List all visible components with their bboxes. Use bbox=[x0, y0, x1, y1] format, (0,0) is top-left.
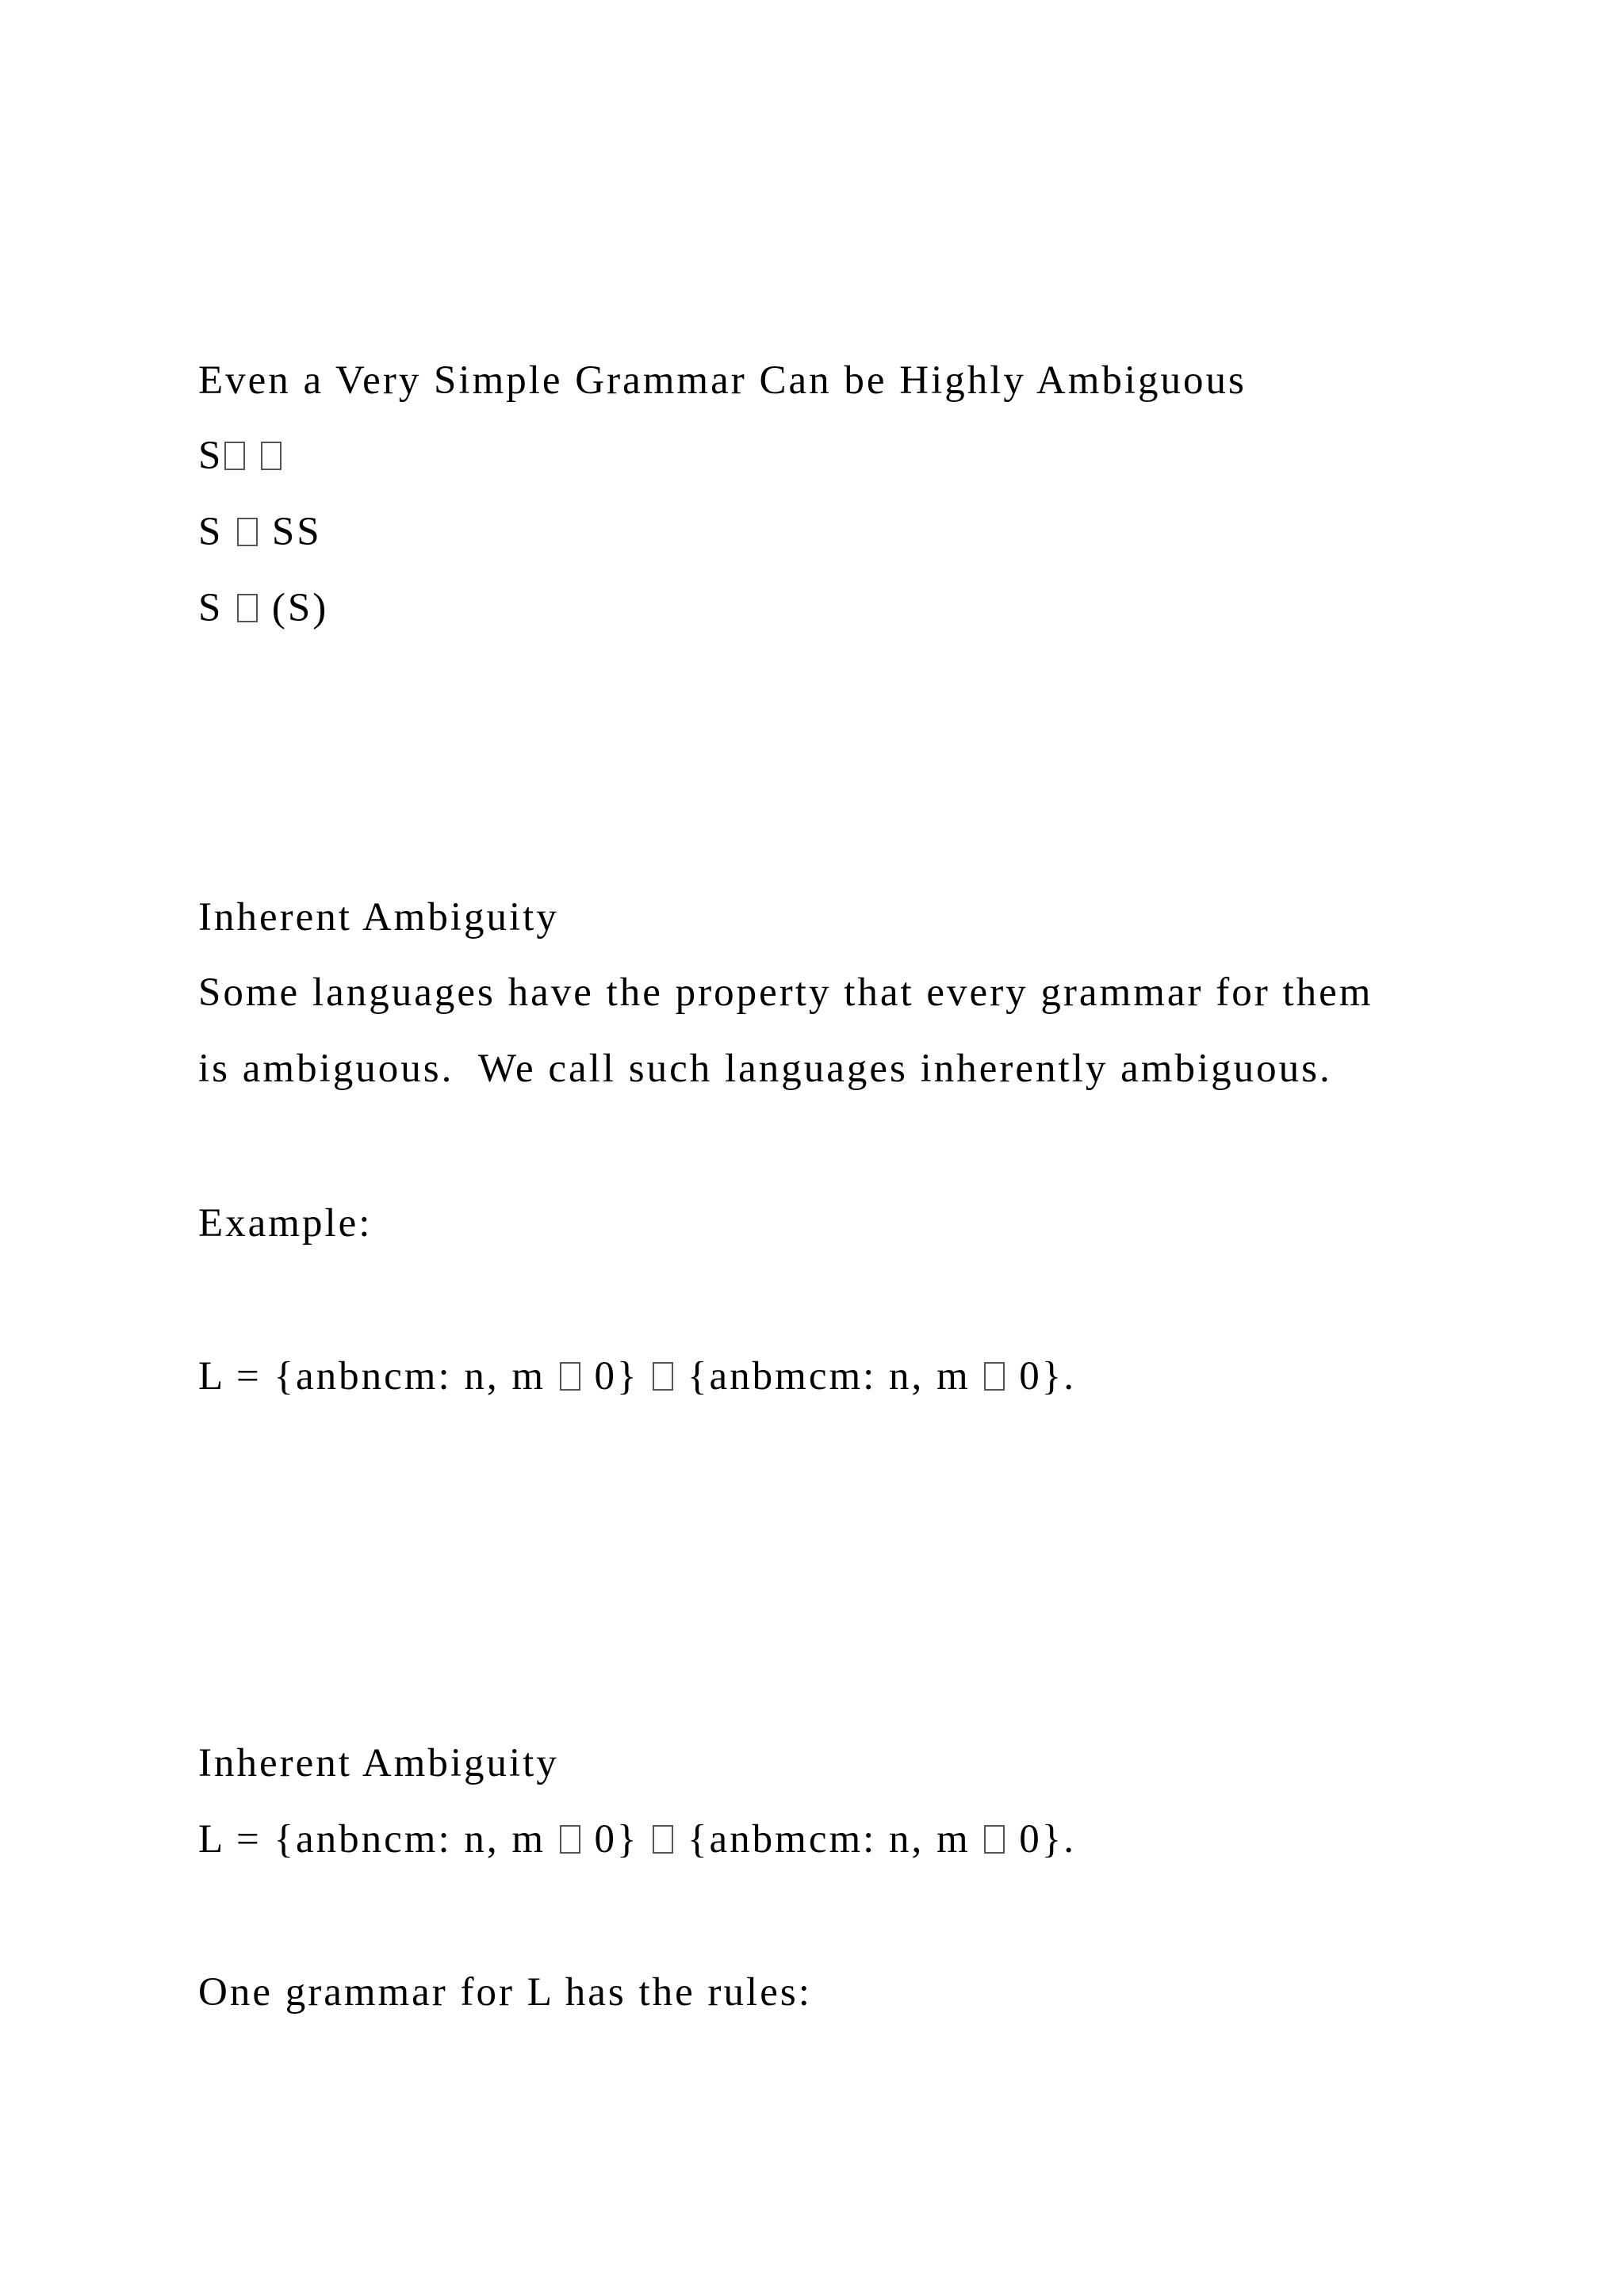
arrow-glyph-icon bbox=[237, 594, 258, 622]
geq-glyph-icon bbox=[560, 1362, 580, 1391]
union-glyph-icon bbox=[653, 1825, 673, 1854]
grammar-rule-concat bbox=[198, 508, 322, 556]
section-heading-ambiguous-grammar: Even a Very Simple Grammar Can be Highly Ambiguous bbox=[198, 358, 1247, 403]
rule-rhs: SS bbox=[271, 510, 322, 554]
arrow-glyph-icon bbox=[237, 518, 258, 546]
rule-lhs: S bbox=[198, 434, 224, 478]
language-bound1: 0} bbox=[594, 1817, 639, 1862]
grammar-rule-paren bbox=[198, 584, 328, 632]
language-bound1: 0} bbox=[594, 1354, 639, 1399]
rule-lhs: S bbox=[198, 510, 224, 554]
section-heading-inherent-ambiguity: Inherent Ambiguity bbox=[198, 1741, 559, 1785]
language-set2: {anbmcm: n, m bbox=[688, 1817, 971, 1862]
language-definition bbox=[198, 1353, 1076, 1400]
example-label: Example: bbox=[198, 1201, 373, 1246]
grammar-rule-epsilon bbox=[198, 432, 283, 480]
geq-glyph-icon bbox=[560, 1825, 580, 1854]
epsilon-glyph-icon bbox=[261, 442, 282, 470]
language-definition bbox=[198, 1816, 1076, 1863]
language-set1: L = {anbncm: n, m bbox=[198, 1354, 546, 1399]
rule-lhs: S bbox=[198, 586, 224, 630]
geq-glyph-icon bbox=[984, 1362, 1005, 1391]
language-set1: L = {anbncm: n, m bbox=[198, 1817, 546, 1862]
language-bound2: 0}. bbox=[1019, 1817, 1076, 1862]
grammar-intro: One grammar for L has the rules: bbox=[198, 1970, 812, 2015]
paragraph-line: is ambiguous. We call such languages inherently ambiguous. bbox=[198, 1047, 1332, 1091]
paragraph-line: Some languages have the property that every grammar for them bbox=[198, 970, 1373, 1015]
language-set2: {anbmcm: n, m bbox=[688, 1354, 971, 1399]
language-bound2: 0}. bbox=[1019, 1354, 1076, 1399]
rule-rhs: (S) bbox=[271, 586, 329, 630]
arrow-glyph-icon bbox=[224, 442, 245, 470]
geq-glyph-icon bbox=[984, 1825, 1005, 1854]
union-glyph-icon bbox=[653, 1362, 673, 1391]
section-heading-inherent-ambiguity: Inherent Ambiguity bbox=[198, 895, 559, 939]
